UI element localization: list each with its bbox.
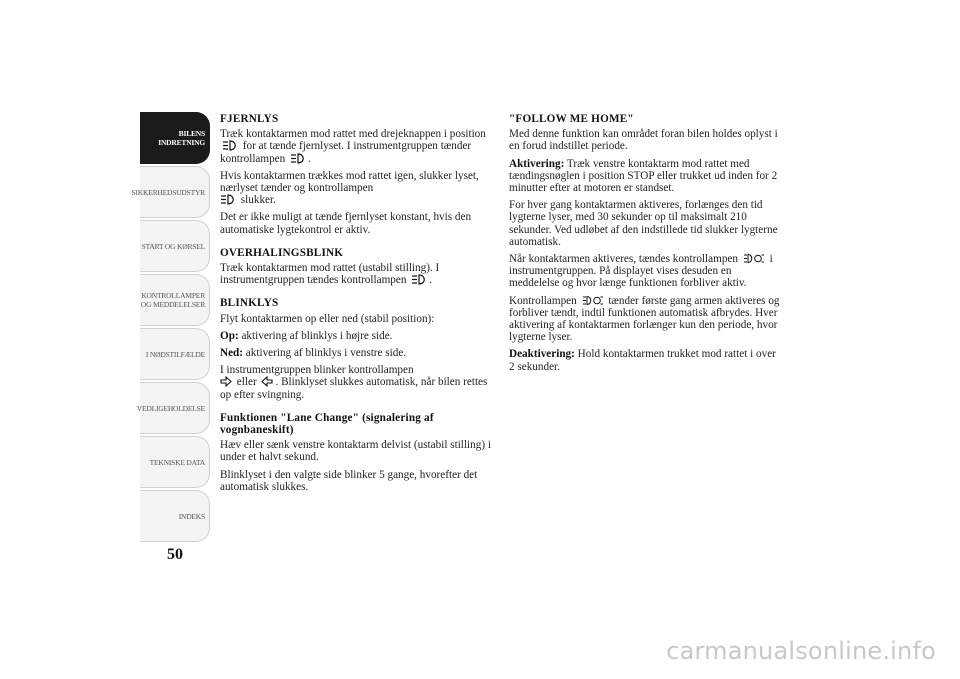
tab-vedligeholdelse[interactable] — [136, 382, 210, 434]
heading-fjernlys: FJERNLYS — [220, 113, 279, 125]
label-ned: Ned: — [220, 347, 243, 360]
follow-me-home-icon — [743, 253, 765, 264]
text: . Blinklyset slukkes automatisk, når bilen rettes op efter svingning. — [220, 376, 488, 401]
text: Kontrollampen — [509, 294, 577, 307]
text: Når kontaktarmen aktiveres, tændes kontrollampen — [509, 253, 738, 266]
tab-i-nodstilfaelde[interactable] — [140, 328, 210, 380]
chapter-sidebar — [131, 112, 210, 544]
left-column — [220, 113, 492, 498]
paragraph: Blinklyset i den valgte side blinker 5 gange, hvorefter det automatisk slukkes. — [220, 468, 478, 493]
tab-bilens-indretning[interactable] — [140, 112, 210, 164]
paragraph — [220, 262, 492, 286]
text: . — [429, 274, 433, 287]
label-deaktivering: Deaktivering: — [509, 348, 575, 361]
high-beam-icon — [411, 274, 427, 285]
paragraph — [220, 347, 492, 359]
tab-start-og-korsel[interactable] — [140, 220, 210, 272]
turn-right-arrow-icon — [220, 376, 232, 387]
tab-label: BILENS INDRETNING — [158, 129, 205, 147]
text: aktivering af blinklys i højre side. — [241, 329, 393, 342]
tab-label: TEKNISKE DATA — [149, 457, 205, 467]
tab-label: KONTROLLAMPER OG MEDDELELSER — [140, 291, 205, 309]
tab-label: VEDLIGEHOLDELSE — [136, 403, 205, 413]
heading-lane-change: Funktionen "Lane Change" (signalering af vognbaneskift) — [220, 411, 434, 437]
follow-me-home-icon — [582, 295, 604, 306]
paragraph: For hver gang kontaktarmen aktiveres, forlænges den tid lygterne lyser, med 30 sekunder op til maksimalt 210 sekunder. Ved udløbet af den indstillede tid slukker lygterne automatisk. — [509, 199, 778, 248]
paragraph — [509, 253, 781, 290]
tab-kontrollamper[interactable] — [140, 274, 210, 326]
text: Træk kontaktarmen mod rattet (ustabil stilling). I instrumentgruppen tændes kontrollampen — [220, 262, 440, 287]
high-beam-icon — [222, 140, 238, 151]
high-beam-icon — [290, 153, 306, 164]
paragraph — [220, 170, 492, 207]
text: for at tænde fjernlyset. I instrumentgruppen tænder kontrollampen — [220, 140, 472, 165]
text: Træk kontaktarmen mod rattet med drejeknappen i position — [220, 128, 486, 141]
paragraph: Flyt kontaktarmen op eller ned (stabil position): — [220, 312, 435, 325]
paragraph — [220, 364, 492, 401]
text: Træk venstre kontaktarm mod rattet med tændingsnøglen i position STOP eller trukket ud inden for 2 minutter efter at motoren er standset. — [509, 157, 778, 195]
label-aktivering: Aktivering: — [509, 157, 565, 170]
text: i instrumentgruppen. På displayet vises desuden en meddelelse og hvor længe funktionen forbliver aktiv. — [509, 253, 773, 290]
paragraph — [509, 295, 781, 344]
text: Hvis kontaktarmen trækkes mod rattet igen, slukker lyset, nærlyset tænder og kontrollampen — [220, 169, 479, 195]
tab-label: START OG KØRSEL — [141, 241, 205, 251]
paragraph — [220, 128, 492, 165]
tab-sikkerhedsudstyr[interactable] — [131, 166, 210, 218]
tab-tekniske-data[interactable] — [140, 436, 210, 488]
paragraph: Hæv eller sænk venstre kontaktarm delvist (ustabil stilling) i under et halvt sekund. — [220, 439, 491, 464]
text: aktivering af blinklys i venstre side. — [245, 347, 407, 360]
tab-indeks[interactable] — [140, 490, 210, 542]
text: slukker. — [240, 194, 276, 207]
text: . — [308, 152, 311, 165]
turn-left-arrow-icon — [261, 376, 273, 387]
text: I instrumentgruppen blinker kontrollampen — [220, 364, 414, 377]
watermark: carmanualsonline.info — [666, 637, 936, 665]
paragraph: Det er ikke muligt at tænde fjernlyset konstant, hvis den automatiske lygtekontrol er aktiv. — [220, 211, 472, 236]
heading-overhalingsblink: OVERHALINGSBLINK — [220, 246, 344, 259]
text: tænder første gang armen aktiveres og forbliver tændt, indtil funktionen automatisk afbrydes. Hver aktivering af kontaktarmen forlænger kun den periode, hvor lygterne lyser. — [509, 294, 780, 344]
label-op: Op: — [220, 329, 239, 342]
page-number: 50 — [167, 546, 183, 563]
paragraph — [509, 158, 781, 195]
paragraph — [220, 330, 492, 342]
paragraph: Med denne funktion kan området foran bilen holdes oplyst i en forud indstillet periode. — [509, 128, 778, 153]
high-beam-icon — [220, 194, 236, 205]
right-column — [509, 113, 781, 378]
text: eller — [236, 376, 257, 389]
heading-blinklys: BLINKLYS — [220, 297, 279, 310]
tab-label: I NØDSTILFÆLDE — [145, 349, 205, 359]
text: Hold kontaktarmen trukket mod rattet i over 2 sekunder. — [509, 348, 776, 373]
tab-label: INDEKS — [178, 511, 205, 521]
paragraph — [509, 348, 781, 372]
tab-label: SIKKERHEDSUDSTYR — [131, 187, 205, 197]
heading-follow-me-home: "FOLLOW ME HOME" — [509, 113, 634, 125]
